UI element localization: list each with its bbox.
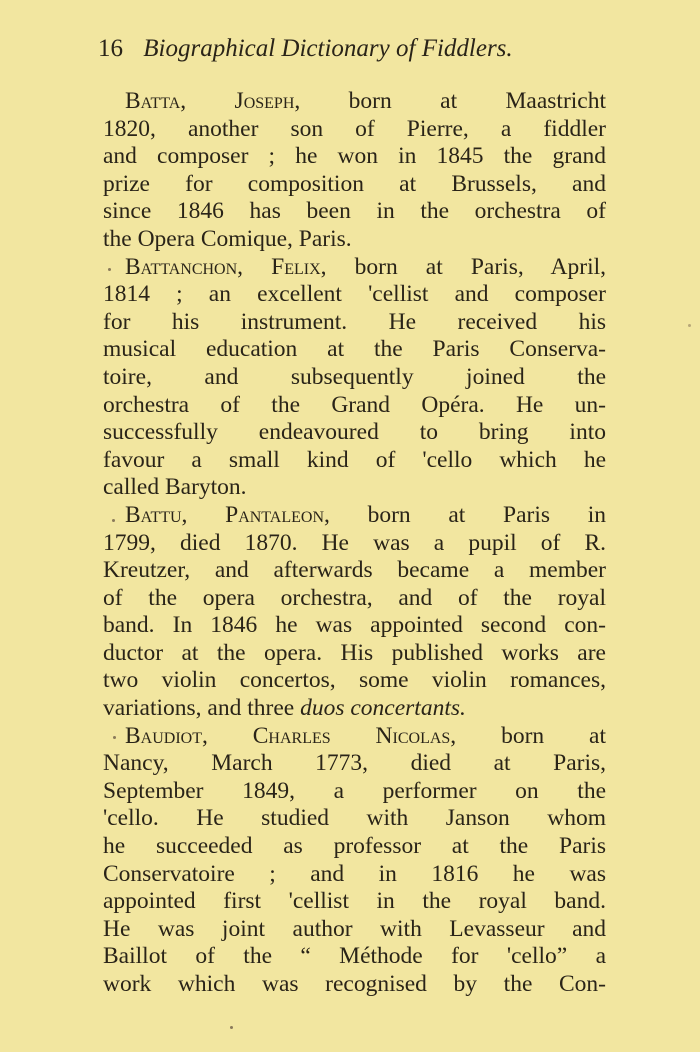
entry-line: work which was recognised by the Con-	[103, 971, 606, 997]
page-number: 16	[98, 35, 123, 62]
entry-line: called Baryton.	[103, 474, 247, 501]
entry-line: two violin concertos, some violin romances,	[103, 667, 606, 694]
entry-line: since 1846 has been in the orchestra of	[103, 198, 606, 225]
italic-term: duos concertants.	[300, 695, 466, 722]
entry-text: born at Maastricht	[348, 88, 607, 114]
entry-line: the Opera Comique, Paris.	[103, 225, 352, 252]
entry-first-line	[103, 88, 606, 116]
entry-line: favour a small kind of 'cello which he	[103, 446, 606, 473]
ink-speck	[113, 736, 116, 739]
entry-baudiot-charles-nicolas	[103, 723, 606, 999]
entry-battu-pantaleon	[103, 502, 606, 723]
entry-line: 1814 ; an excellent 'cellist and composer	[103, 281, 606, 308]
entry-line: 'cello. He studied with Janson whom	[103, 805, 606, 832]
entry-line: prize for composition at Brussels, and	[103, 170, 606, 197]
ink-speck	[112, 519, 115, 522]
entry-line: and composer ; he won in 1845 the grand	[103, 143, 606, 170]
entry-name: Battanchon, Felix,	[125, 253, 327, 280]
entry-name: Baudiot, Charles Nicolas,	[125, 722, 457, 749]
running-title: Biographical Dictionary of Fiddlers.	[143, 35, 513, 62]
entry-line: 1820, another son of Pierre, a fiddler	[103, 115, 606, 142]
entry-text: variations, and three	[103, 695, 295, 722]
entry-line: Conservatoire ; and in 1816 he was	[103, 860, 606, 887]
entry-line: musical education at the Paris Conserva-	[103, 336, 606, 363]
entry-line: band. In 1846 he was appointed second con-	[103, 612, 606, 639]
entry-line: Nancy, March 1773, died at Paris,	[103, 750, 606, 777]
entry-line: orchestra of the Grand Opéra. He un-	[103, 391, 606, 418]
entry-name: Battu, Pantaleon,	[125, 501, 330, 528]
entry-line: He was joint author with Levasseur and	[103, 915, 606, 942]
entry-first-line	[103, 502, 606, 530]
entry-battanchon-felix	[103, 254, 606, 502]
entry-line: toire, and subsequently joined the	[103, 363, 606, 390]
entry-first-line	[103, 254, 606, 282]
running-header	[98, 34, 618, 64]
entry-line: successfully endeavoured to bring into	[103, 419, 606, 446]
ink-speck	[108, 268, 111, 271]
ink-speck	[688, 324, 691, 327]
page-body	[103, 88, 606, 999]
entry-line: Baillot of the “ Méthode for 'cello” a	[103, 943, 606, 970]
ink-speck	[230, 1026, 233, 1029]
entry-line: appointed first 'cellist in the royal band.	[103, 888, 606, 915]
entry-first-line	[103, 723, 606, 751]
entry-line: 1799, died 1870. He was a pupil of R.	[103, 529, 606, 556]
entry-line: he succeeded as professor at the Paris	[103, 833, 606, 860]
entry-text: born at Paris in	[367, 501, 606, 528]
entry-name: Batta, Joseph,	[125, 88, 301, 114]
entry-line: ductor at the opera. His published works are	[103, 639, 606, 666]
entry-batta-joseph	[103, 88, 606, 254]
entry-text: born at Paris, April,	[354, 253, 607, 280]
entry-line	[103, 695, 606, 723]
entry-line: for his instrument. He received his	[103, 308, 606, 335]
entry-text: born at	[501, 722, 606, 749]
entry-line: Kreutzer, and afterwards became a member	[103, 557, 606, 584]
entry-line: of the opera orchestra, and of the royal	[103, 584, 606, 611]
entry-line: September 1849, a performer on the	[103, 777, 606, 804]
